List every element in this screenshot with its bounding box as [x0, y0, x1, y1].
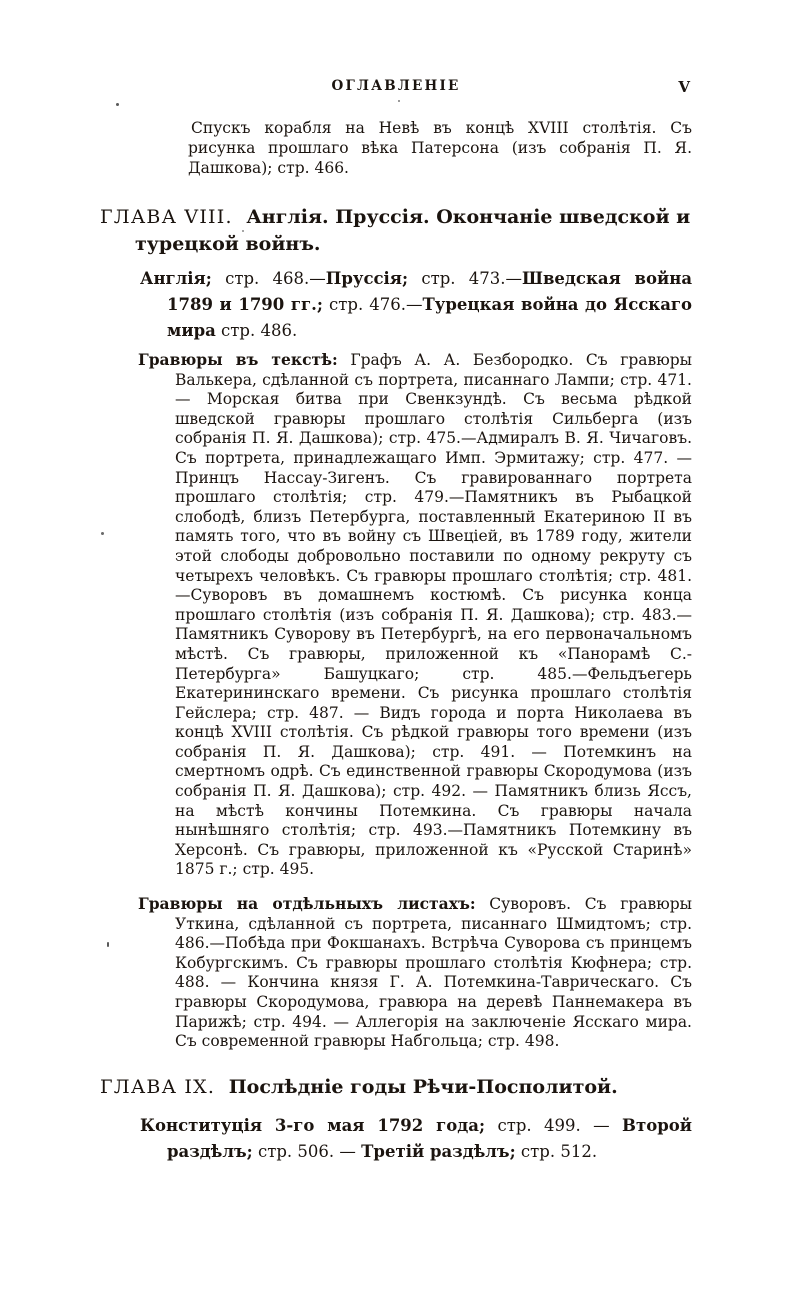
text-block	[100, 78, 692, 1165]
page-number: V	[678, 78, 690, 96]
scan-speck	[242, 230, 244, 232]
text-run: Графъ А. А. Безбородко. Съ гравюры Валькера, сдѣланной съ портрета, писаннаго Лампи; стр. 471. — Морская битва при Свенкзундѣ. Съ весьма рѣдкой шведской гравюры прошлаго столѣтія Сильберга (изъ собранія П. Я. Дашкова); стр. 475.—Адмиралъ В. Я. Чичаговъ. Съ портрета, принадлежащаго Имп. Эрмитажу; стр. 477. — Принцъ Нассау-Зигенъ. Съ гравированнаго портрета прошлаго столѣтія; стр. 479.—Памятникъ въ Рыбацкой слободѣ, близъ Петербурга, поставленный Екатериною II въ память того, что въ войну съ Швеціей, въ 1789 году, жители этой слободы добровольно поставили по одному рекруту съ четырехъ человѣкъ. Съ гравюры прошлаго столѣтія; стр. 481.—Суворовъ въ домашнемъ костюмѣ. Съ рисунка конца прошлаго столѣтія (изъ собранія П. Я. Дашкова); стр. 483.—Памятникъ Суворову въ Петербургѣ, на его первоначальномъ мѣстѣ. Съ гравюры, приложенной къ «Панорамѣ С.-Петербурга» Башуцкаго; стр. 485.—Фельдъегерь Екатерининскаго времени. Съ рисунка прошлаго столѣтія Гейслера; стр. 487. — Видъ города и порта Николаева въ концѣ XVIII столѣтія. Съ рѣдкой гравюры того времени (изъ собранія П. Я. Дашкова); стр. 491. — Потемкинъ на смертномъ одрѣ. Съ единственной гравюры Скородумова (изъ собранія П. Я. Дашкова); стр. 492. — Памятникъ близь Яссъ, на мѣстѣ кончины Потемкина. Съ гравюры начала нынѣшняго столѣтія; стр. 493.—Памятникъ Потемкину въ Херсонѣ. Съ гравюры, приложенной къ «Русской Старинѣ» 1875 г.; стр. 495.	[175, 351, 692, 879]
bold-text-run: Послѣдніе годы Рѣчи-Посполитой.	[222, 1075, 618, 1098]
text-run: Спускъ корабля на Невѣ въ концѣ XVIII столѣтія. Съ рисунка прошлаго вѣка Патерсона (изъ собранія П. Я. Дашкова); стр. 466.	[188, 119, 692, 177]
text-run: ГЛАВА VIII.	[100, 206, 233, 228]
bold-text-run: Англія;	[140, 269, 212, 288]
text-run: стр. 499. —	[485, 1115, 623, 1135]
scan-speck	[116, 103, 119, 106]
running-header	[100, 78, 692, 96]
text-run: Суворовъ. Съ гравюры Уткина, сдѣланной съ портрета, писаннаго Шмидтомъ; стр. 486.—Побѣда при Фокшанахъ. Встрѣча Суворова съ принцемъ Кобургскимъ. Съ гравюры прошлаго столѣтія Кюфнера; стр. 488. — Кончина князя Г. А. Потемкина-Таврическаго. Съ гравюры Скородумова, гравюра на деревѣ Паннемакера въ Парижѣ; стр. 494. — Аллегорія на заключеніе Ясскаго мира. Съ современной гравюры Набгольца; стр. 498.	[175, 895, 692, 1051]
page-title: ОГЛАВЛЕНІЕ	[331, 78, 461, 94]
text-run: стр. 506. —	[252, 1141, 362, 1161]
text-run: стр. 473.—	[408, 269, 523, 288]
bold-text-run: Шведская война 1789 и 1790 гг.;	[167, 269, 693, 314]
text-run: стр. 512.	[515, 1141, 598, 1161]
bold-text-run: Гравюры въ текстѣ:	[138, 350, 338, 369]
text-run: стр. 468.—	[211, 269, 326, 288]
chapter-viii-heading	[100, 204, 692, 258]
scan-speck	[101, 532, 104, 535]
engravings-in-text-entry	[138, 350, 692, 880]
bold-text-run: Англія. Пруссія. Окончаніе шведской и турецкой войнъ.	[135, 206, 691, 255]
chapter-ix-heading	[100, 1074, 692, 1101]
bold-text-run: Гравюры на отдѣльныхъ листахъ:	[138, 894, 476, 914]
toc-entry-intro	[188, 118, 692, 178]
scan-speck	[107, 942, 109, 947]
text-run: стр. 476.—	[322, 295, 423, 314]
bold-text-run: Турецкая война до Ясскаго мира	[167, 295, 693, 340]
bold-text-run: Второй раздѣлъ;	[167, 1115, 692, 1161]
chapter-viii-summary	[140, 266, 692, 344]
text-run: ГЛАВА IX.	[100, 1075, 216, 1098]
engravings-separate-sheets-entry	[138, 894, 692, 1052]
scan-speck	[398, 100, 400, 102]
bold-text-run: Третій раздѣлъ;	[361, 1141, 516, 1161]
bold-text-run: Конституція 3-го мая 1792 года;	[140, 1115, 486, 1135]
chapter-ix-summary	[140, 1113, 692, 1165]
bold-text-run: Пруссія;	[325, 269, 409, 288]
text-run: стр. 486.	[215, 321, 298, 340]
